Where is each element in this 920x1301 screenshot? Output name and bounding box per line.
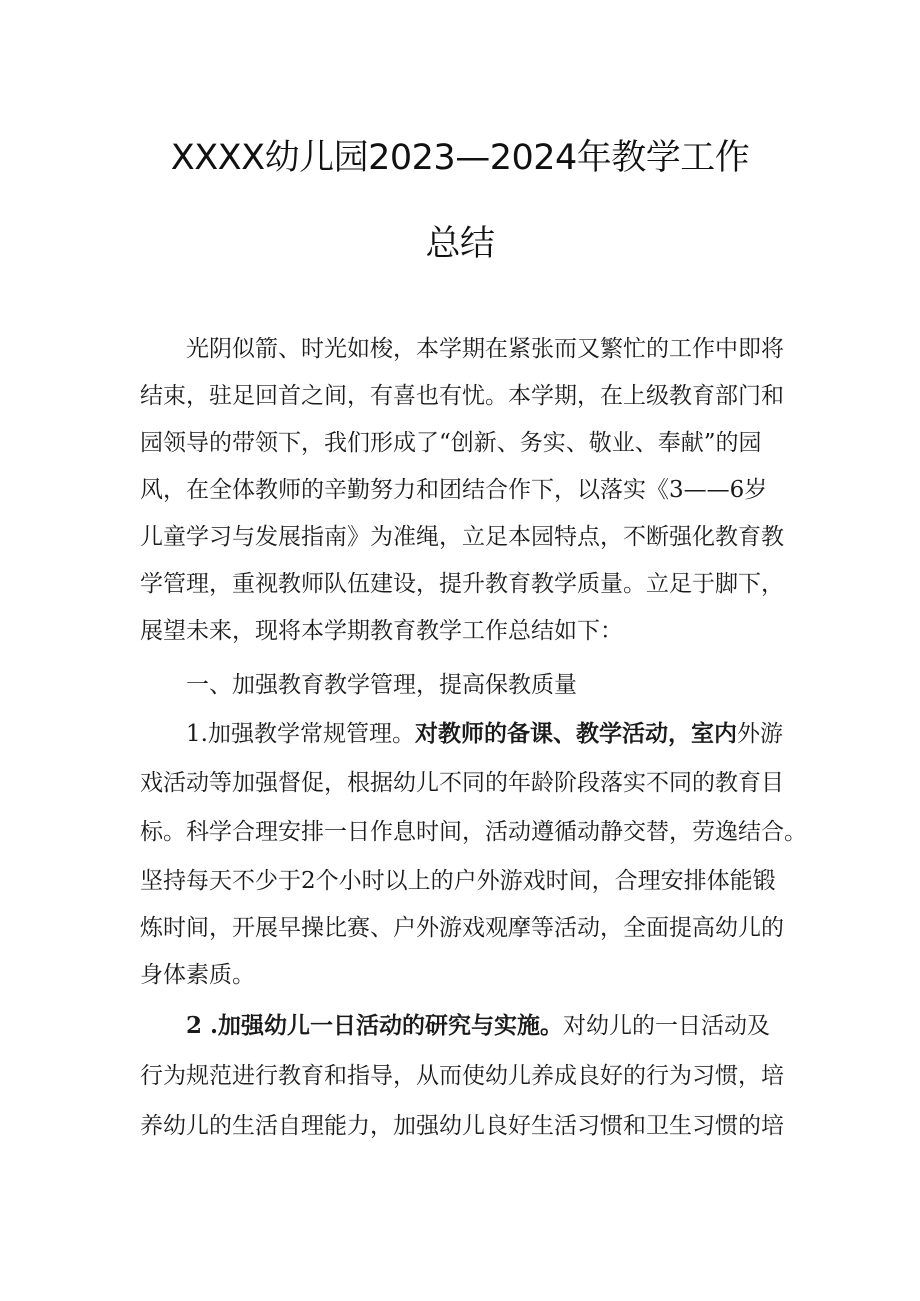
item1-line: 炼时间，开展早操比赛、户外游戏观摩等活动，全面提高幼儿的 [140,915,784,941]
intro-line: 儿童学习与发展指南》为准绳，立足本园特点，不断强化教育教 [140,524,784,550]
item1-line: 身体素质。 [140,962,255,988]
document-title-line-2: 总结 [425,224,495,264]
item2-rest: 对幼儿的一日活动及 [563,1013,771,1039]
intro-line: 结束，驻足回首之间，有喜也有忧。本学期，在上级教育部门和 [140,383,784,409]
item1-bold-text: 对教师的备课、教学活动，室内 [414,720,737,747]
item1-lead: 1.加强教学常规管理。 [186,721,415,747]
item2-line: 行为规范进行教育和指导，从而使幼儿养成良好的行为习惯，培 [140,1063,784,1089]
intro-line: 风，在全体教师的辛勤努力和团结合作下，以落实《3——6岁 [140,477,768,503]
intro-line: 园领导的带领下，我们形成了“创新、务实、敬业、奉献”的园 [140,430,762,456]
item1-line: 标。科学合理安排一日作息时间，活动遵循动静交替，劳逸结合。 [140,819,807,845]
item1-first-line [186,718,783,750]
intro-line: 学管理，重视教师队伍建设，提升教育教学质量。立足于脚下， [140,571,784,597]
item2-bold-text: 2 .加强幼儿一日活动的研究与实施。 [186,1012,564,1039]
document-title-line-1: XXXX幼儿园2023—2024年教学工作 [170,138,750,178]
intro-line: 光阴似箭、时光如梭，本学期在紧张而又繁忙的工作中即将 [186,336,784,362]
item1-rest: 外游 [736,721,783,747]
intro-line: 展望未来，现将本学期教育教学工作总结如下： [140,618,623,644]
item1-line: 戏活动等加强督促，根据幼儿不同的年龄阶段落实不同的教育目 [140,770,784,796]
item2-line: 养幼儿的生活自理能力，加强幼儿良好生活习惯和卫生习惯的培 [140,1113,784,1139]
section-heading: 一、加强教育教学管理，提高保教质量 [186,672,577,698]
item2-first-line [186,1010,770,1042]
item1-line: 坚持每天不少于2个小时以上的户外游戏时间，合理安排体能锻 [140,868,776,894]
document-body [140,0,807,1301]
